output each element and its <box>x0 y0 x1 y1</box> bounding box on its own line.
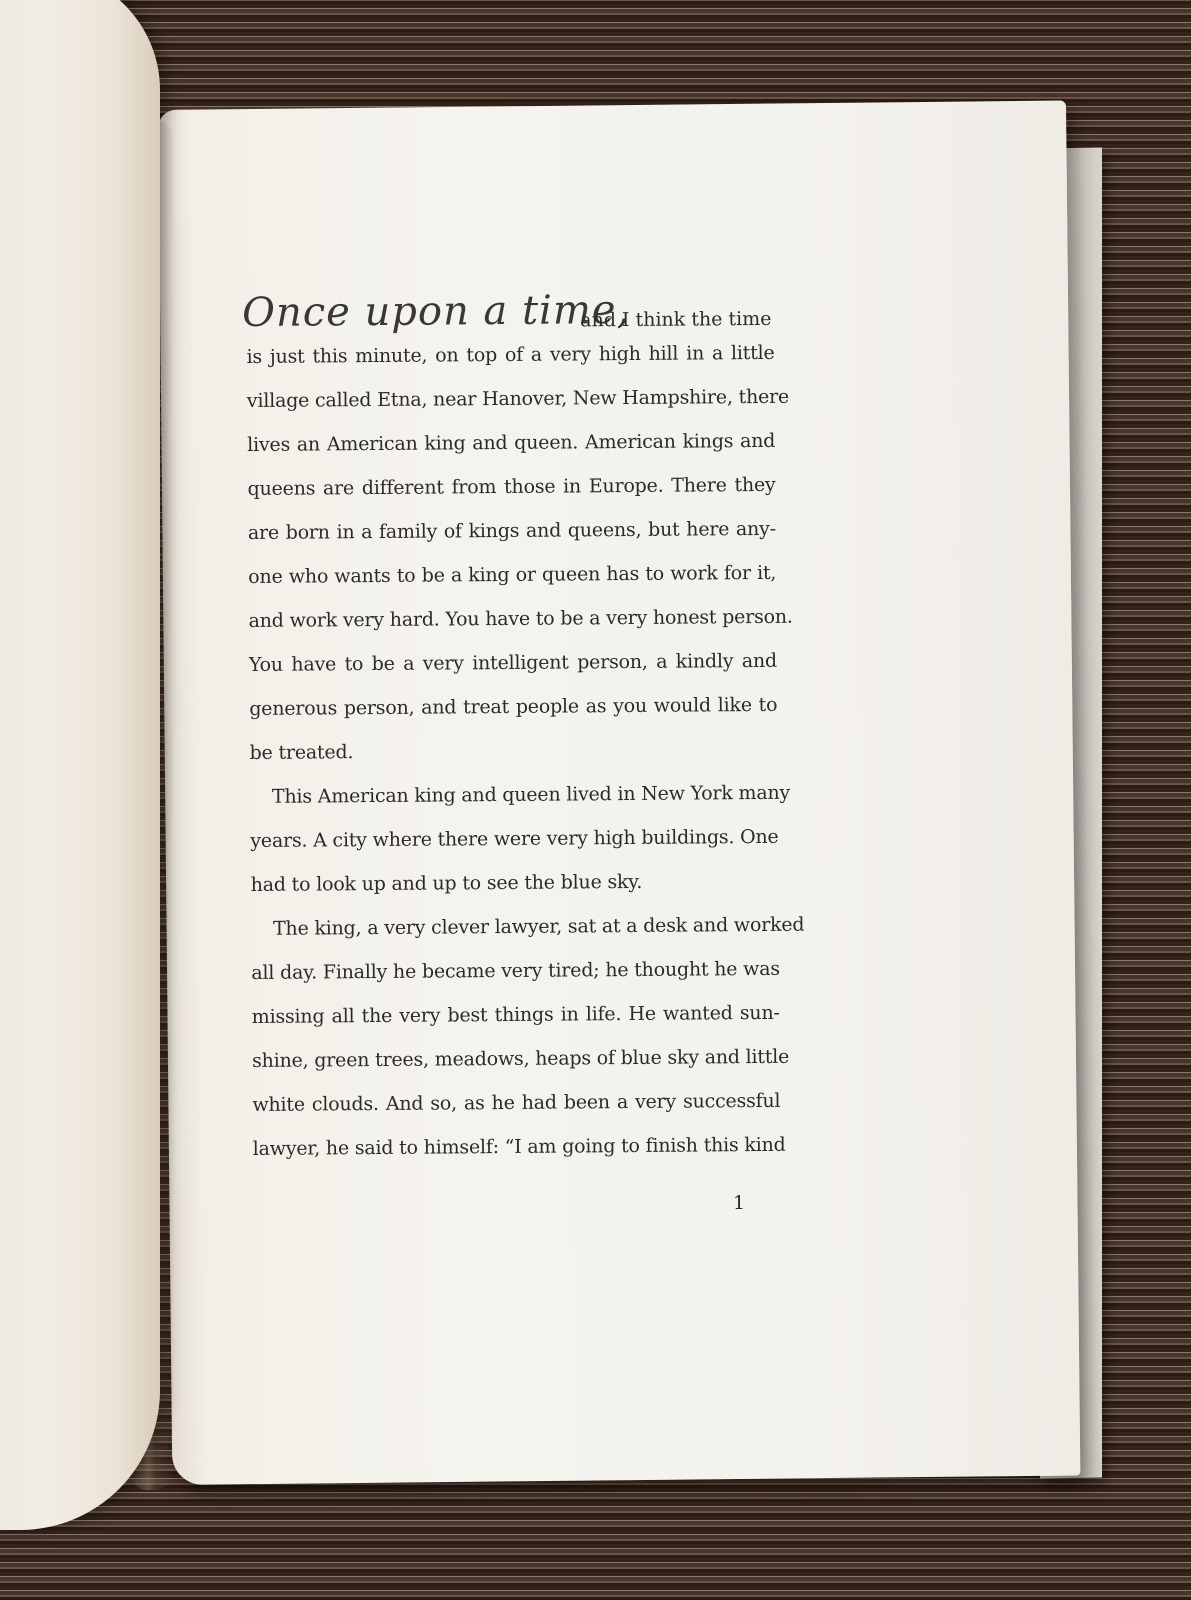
text-line: shine, green trees, meadows, heaps of blue sky and little <box>251 1045 790 1072</box>
text-line: white clouds. And so, as he had been a very successful <box>252 1089 781 1116</box>
text-line: lawyer, he said to himself: “I am going to finish this kind <box>252 1133 786 1160</box>
opening-line <box>242 286 774 346</box>
text-line: missing all the very best things in life. He wanted sun- <box>251 1001 780 1028</box>
text-line: all day. Finally he became very tired; he thought he was <box>251 957 780 984</box>
paragraph-3 <box>251 913 805 1160</box>
text-line: You have to be a very intelligent person, a kindly and <box>248 649 778 676</box>
text-line: had to look up and up to see the blue sky. <box>250 870 643 896</box>
text-line: lives an American king and queen. American kings and <box>247 429 776 456</box>
left-page <box>0 0 160 1530</box>
text-line: are born in a family of kings and queens, but here any- <box>247 517 776 544</box>
paragraph-1 <box>246 341 793 764</box>
text-line: and work very hard. You have to be a very honest person. <box>248 605 793 632</box>
paragraph-2 <box>250 781 791 896</box>
text-line: generous person, and treat people as you would like to <box>249 693 778 720</box>
text-line: years. A city where there were very high buildings. One <box>250 825 779 852</box>
opening-phrase: Once upon a time, <box>242 286 631 337</box>
text-line: be treated. <box>249 741 354 764</box>
text-line: The king, a very clever lawyer, sat at a desk and worked <box>272 913 805 940</box>
text-line: is just this minute, on top of a very high hill in a little <box>246 341 775 368</box>
text-line: queens are different from those in Europe. There they <box>247 473 776 500</box>
opening-line-rest: and I think the time <box>580 307 772 332</box>
page-number: 1 <box>733 1192 746 1214</box>
page-text <box>242 286 805 1182</box>
text-line: village called Etna, near Hanover, New Hampshire, there <box>246 385 790 412</box>
text-line: This American king and queen lived in New York many <box>271 781 791 808</box>
text-line: one who wants to be a king or queen has to work for it, <box>248 561 777 588</box>
